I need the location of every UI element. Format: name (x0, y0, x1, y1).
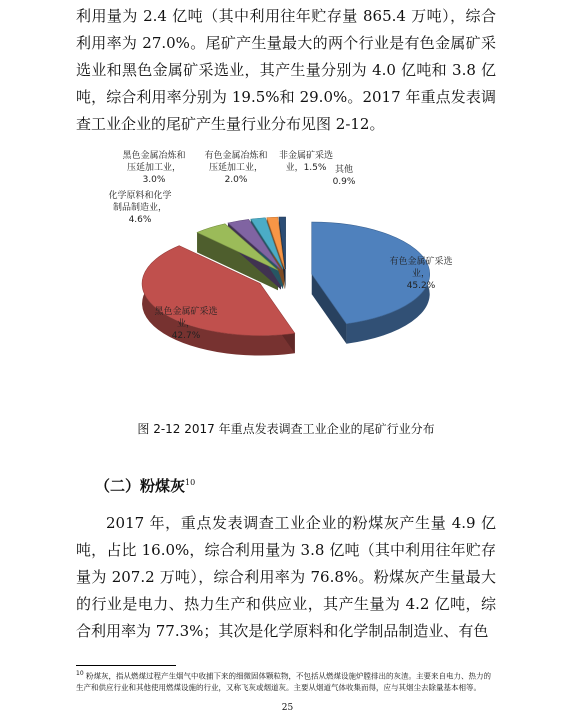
pie-label-1: 黑色金属矿采选业， 42.7% (154, 307, 218, 341)
footnote (76, 668, 496, 693)
pie-label-3: 黑色金属冶炼和压延加工业， 3.0% (122, 151, 186, 185)
pie-label-5: 非金属矿采选业，1.5% (278, 151, 334, 173)
figure-caption: 图 2-12 2017 年重点发表调查工业企业的尾矿行业分布 (137, 422, 435, 436)
body-paragraph-1: 利用量为 2.4 亿吨（其中利用往年贮存量 865.4 万吨），综合利用率为 27.0%。尾矿产生量最大的两个行业是有色金属矿采选业和黑色金属矿采选业，其产生量分别为 4.0 亿吨和 3.8 亿吨，综合利用率分别为 19.5%和 29.0%。2017 年重点发表调查工业企业的尾矿产生量行业分布见图 2-12。 (76, 7, 496, 133)
pie-label-4: 有色金属冶炼和压延加工业， 2.0% (204, 151, 268, 185)
pie-label-6: 其他 0.9% (332, 165, 356, 187)
section-heading-text: （二）粉煤灰 (95, 477, 186, 495)
footnote-reference: 10 (185, 478, 196, 487)
section-heading (95, 475, 195, 496)
footnote-divider (76, 665, 176, 666)
pie-label-0: 有色金属矿采选业， 45.2% (389, 257, 453, 291)
page-number: 25 (281, 703, 294, 713)
tailings-industry-pie-chart (76, 151, 496, 420)
body-paragraph-2: 2017 年，重点发表调查工业企业的粉煤灰产生量 4.9 亿吨，占比 16.0%，综合利用量为 3.8 亿吨（其中利用往年贮存量为 207.2 万吨），综合利用率为 76.8%。粉煤灰产生量最大的行业是电力、热力生产和供应业，其产生量为 4.2 亿吨，综合利用率为 77.3%；其次是化学原料和化学制品制造业、有色 (76, 514, 496, 640)
footnote-text: 粉煤灰，指从燃煤过程产生烟气中收捕下来的细微固体颗粒物，不包括从燃煤设施炉膛排出的灰渣。主要来自电力、热力的生产和供应行业和其他使用燃煤设施的行业，又称飞灰或烟道灰。主要从烟道气体收集而得，应与其烟尘去除量基本相等。 (76, 671, 492, 692)
pie-label-2: 化学原料和化学制品制造业， 4.6% (108, 191, 172, 225)
footnote-mark: 10 (76, 670, 84, 677)
